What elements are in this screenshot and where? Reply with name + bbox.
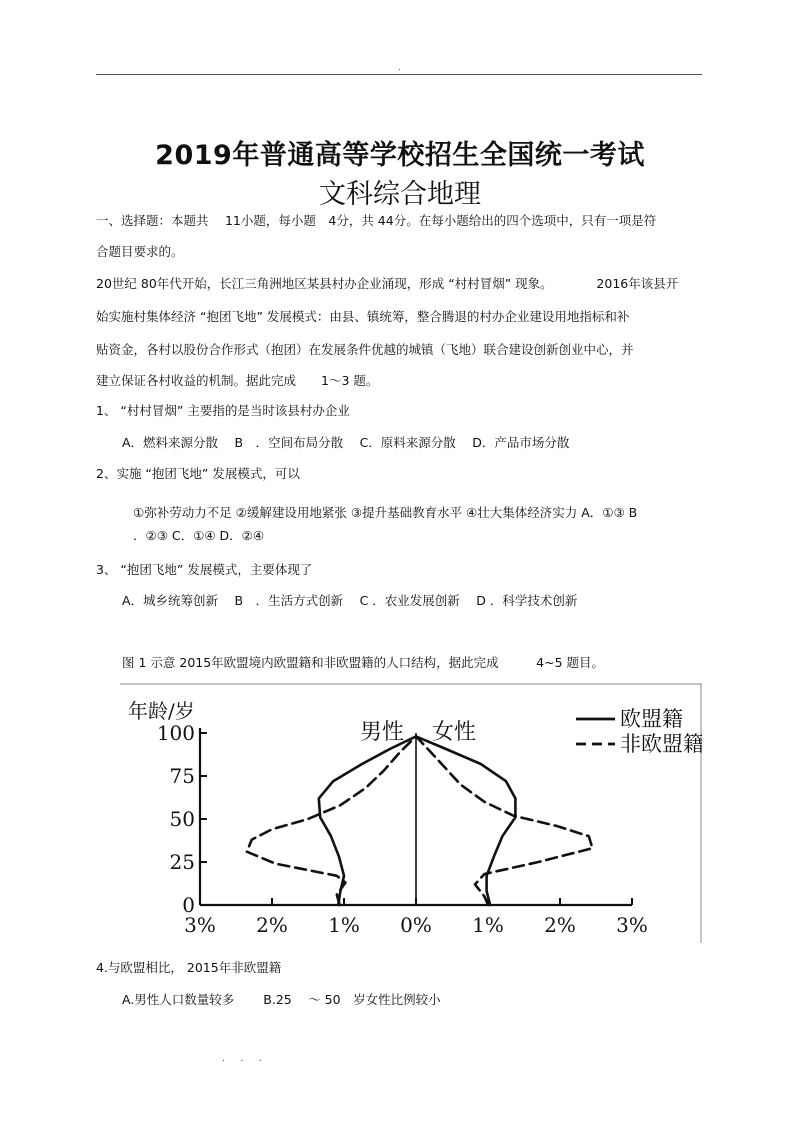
q2-stem: 2、实施 “抱团飞地” 发展模式，可以 xyxy=(96,466,300,481)
intro-line-2: 合题目要求的。 xyxy=(96,244,184,259)
y-tick-label: 75 xyxy=(169,764,195,788)
x-tick-label: 2% xyxy=(256,913,288,937)
passage-line-3: 贴资金，各村以股份合作形式（抱团）在发展条件优越的城镇（飞地）联合建设创新创业中心，并 xyxy=(96,342,634,357)
x-tick-label: 3% xyxy=(184,913,216,937)
passage-line-1: 20世纪 80年代开始，长江三角洲地区某县村办企业涌现，形成 “村村冒烟” 现象。 2016年该县开 xyxy=(96,276,679,291)
y-tick-label: 50 xyxy=(169,807,195,831)
legend-solid-label: 欧盟籍 xyxy=(620,707,683,731)
q4-stem: 4.与欧盟相比， 2015年非欧盟籍 xyxy=(96,960,282,975)
header-mark: . xyxy=(398,63,401,73)
population-pyramid-chart xyxy=(120,683,702,943)
legend-dashed-label: 非欧盟籍 xyxy=(620,732,702,756)
x-tick-label: 3% xyxy=(616,913,648,937)
y-tick-label: 0 xyxy=(182,893,195,917)
series-solid-male xyxy=(319,736,416,905)
q3-stem: 3、 “抱团飞地” 发展模式，主要体现了 xyxy=(96,562,313,577)
x-tick-label: 0% xyxy=(400,913,432,937)
side-label-female: 女性 xyxy=(432,720,477,745)
intro-line-1: 一、选择题：本题共 11小题，每小题 4分，共 44分。在每小题给出的四个选项中，只有一项是符 xyxy=(96,213,657,228)
q2-options-line-1: ①弥补劳动力不足 ②缓解建设用地紧张 ③提升基础教育水平 ④壮大集体经济实力 A．①③ B xyxy=(133,505,638,520)
q2-options-line-2: ．②③ C．①④ D．②④ xyxy=(133,528,265,543)
q1-stem: 1、 “村村冒烟” 主要指的是当时该县村办企业 xyxy=(96,403,350,418)
passage-line-4: 建立保证各村收益的机制。据此完成 1～3 题。 xyxy=(96,373,379,388)
y-tick-label: 25 xyxy=(169,850,195,874)
x-tick-label: 1% xyxy=(472,913,504,937)
passage-line-2: 始实施村集体经济 “抱团飞地” 发展模式：由县、镇统筹，整合腾退的村办企业建设用地指标和补 xyxy=(96,309,630,324)
y-tick-label: 100 xyxy=(156,721,195,745)
figure-intro: 图 1 示意 2015年欧盟境内欧盟籍和非欧盟籍的人口结构，据此完成 4~5 题目。 xyxy=(122,655,605,670)
pyramid-svg xyxy=(120,683,702,943)
y-axis-title: 年龄/岁 xyxy=(128,699,195,723)
x-tick-label: 1% xyxy=(328,913,360,937)
header-rule xyxy=(96,74,702,75)
series-dashed-male xyxy=(247,736,416,905)
footer-dots: . . . xyxy=(222,1053,268,1064)
side-label-male: 男性 xyxy=(359,720,404,745)
exam-title: 2019年普通高等学校招生全国统一考试 xyxy=(155,140,645,171)
series-dashed-female xyxy=(416,736,592,905)
q1-options: A．燃料来源分散 B ．空间布局分散 C．原料来源分散 D．产品市场分散 xyxy=(122,435,570,450)
exam-subtitle: 文科综合地理 xyxy=(319,179,481,210)
x-tick-label: 2% xyxy=(544,913,576,937)
q4-options: A.男性人口数量较多 B.25 ～ 50 岁女性比例较小 xyxy=(122,992,441,1007)
q3-options: A．城乡统筹创新 B ．生活方式创新 C ．农业发展创新 D ．科学技术创新 xyxy=(122,593,578,608)
series-solid-female xyxy=(416,736,515,905)
